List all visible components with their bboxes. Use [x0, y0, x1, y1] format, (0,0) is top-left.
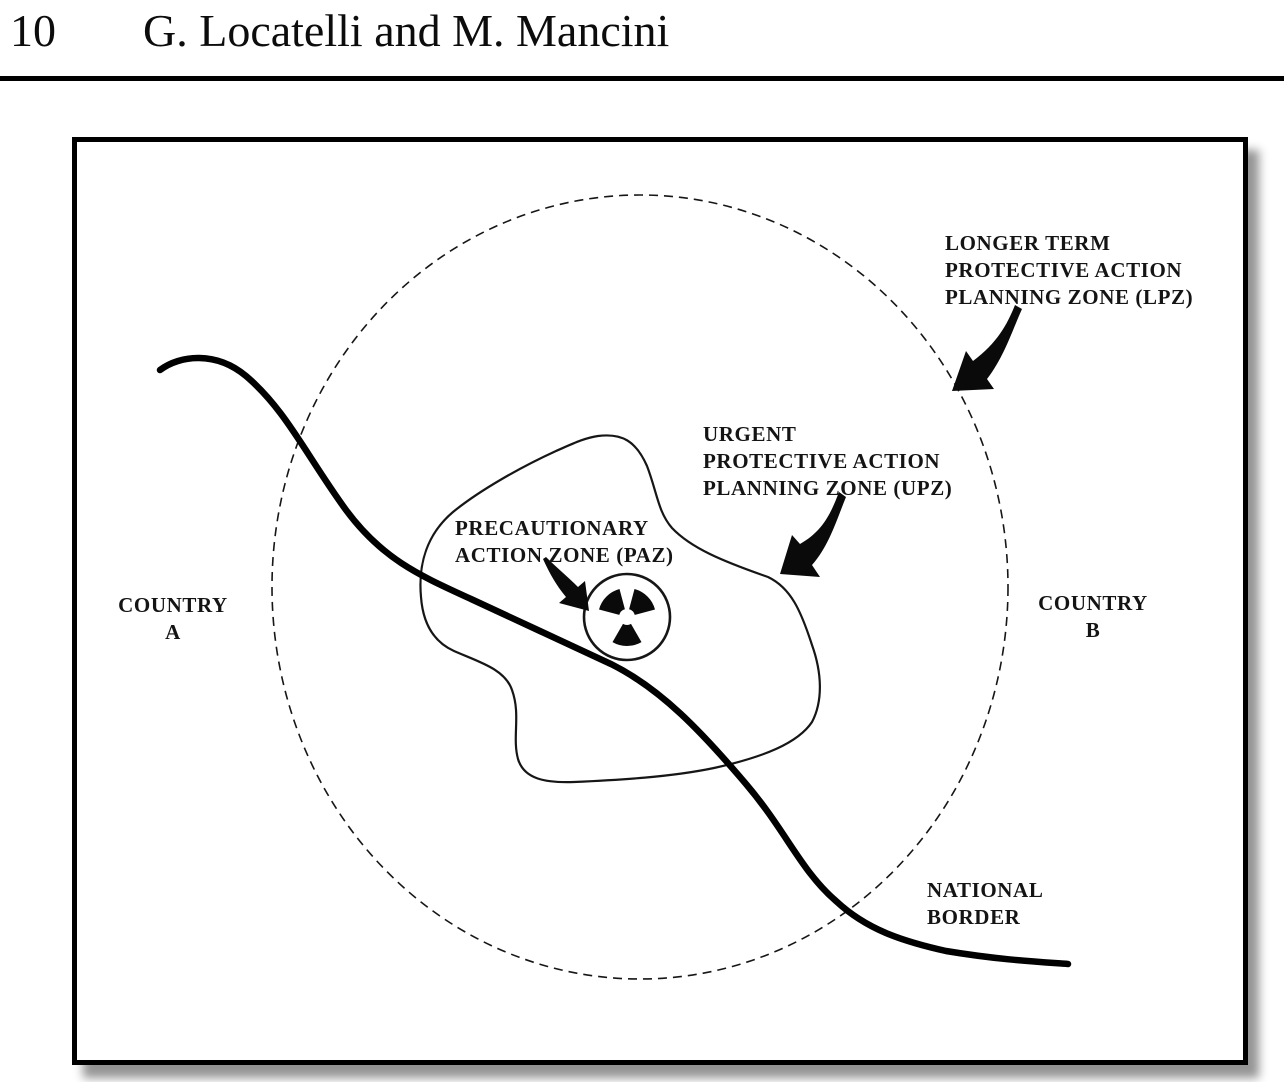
national-border-line1: NATIONAL — [927, 878, 1044, 902]
lpz-label-line2: PROTECTIVE ACTION — [945, 258, 1183, 282]
country-a-line1: COUNTRY — [118, 593, 228, 617]
upz-zone-label — [703, 421, 952, 502]
country-b-label — [1032, 590, 1154, 644]
running-title: G. Locatelli and M. Mancini — [143, 5, 670, 56]
paz-label-line1: PRECAUTIONARY — [455, 516, 649, 540]
country-a-label — [112, 592, 234, 646]
page-number: 10 — [10, 5, 56, 56]
lpz-label-line3: PLANNING ZONE (LPZ) — [945, 285, 1194, 309]
upz-label-line3: PLANNING ZONE (UPZ) — [703, 476, 953, 500]
national-border-label — [927, 877, 1043, 931]
lpz-zone-label — [945, 230, 1193, 311]
country-a-line2: A — [165, 620, 181, 644]
country-b-line1: COUNTRY — [1038, 591, 1148, 615]
upz-arrow-icon — [780, 492, 846, 577]
paz-zone-label — [455, 515, 674, 569]
paz-label-line2: ACTION ZONE (PAZ) — [455, 543, 674, 567]
lpz-label-line1: LONGER TERM — [945, 231, 1111, 255]
lpz-arrow-icon — [952, 305, 1022, 391]
upz-label-line1: URGENT — [703, 422, 797, 446]
upz-label-line2: PROTECTIVE ACTION — [703, 449, 941, 473]
country-b-line2: B — [1085, 618, 1101, 642]
national-border-line2: BORDER — [927, 905, 1021, 929]
paz-zone-circle — [584, 574, 670, 660]
